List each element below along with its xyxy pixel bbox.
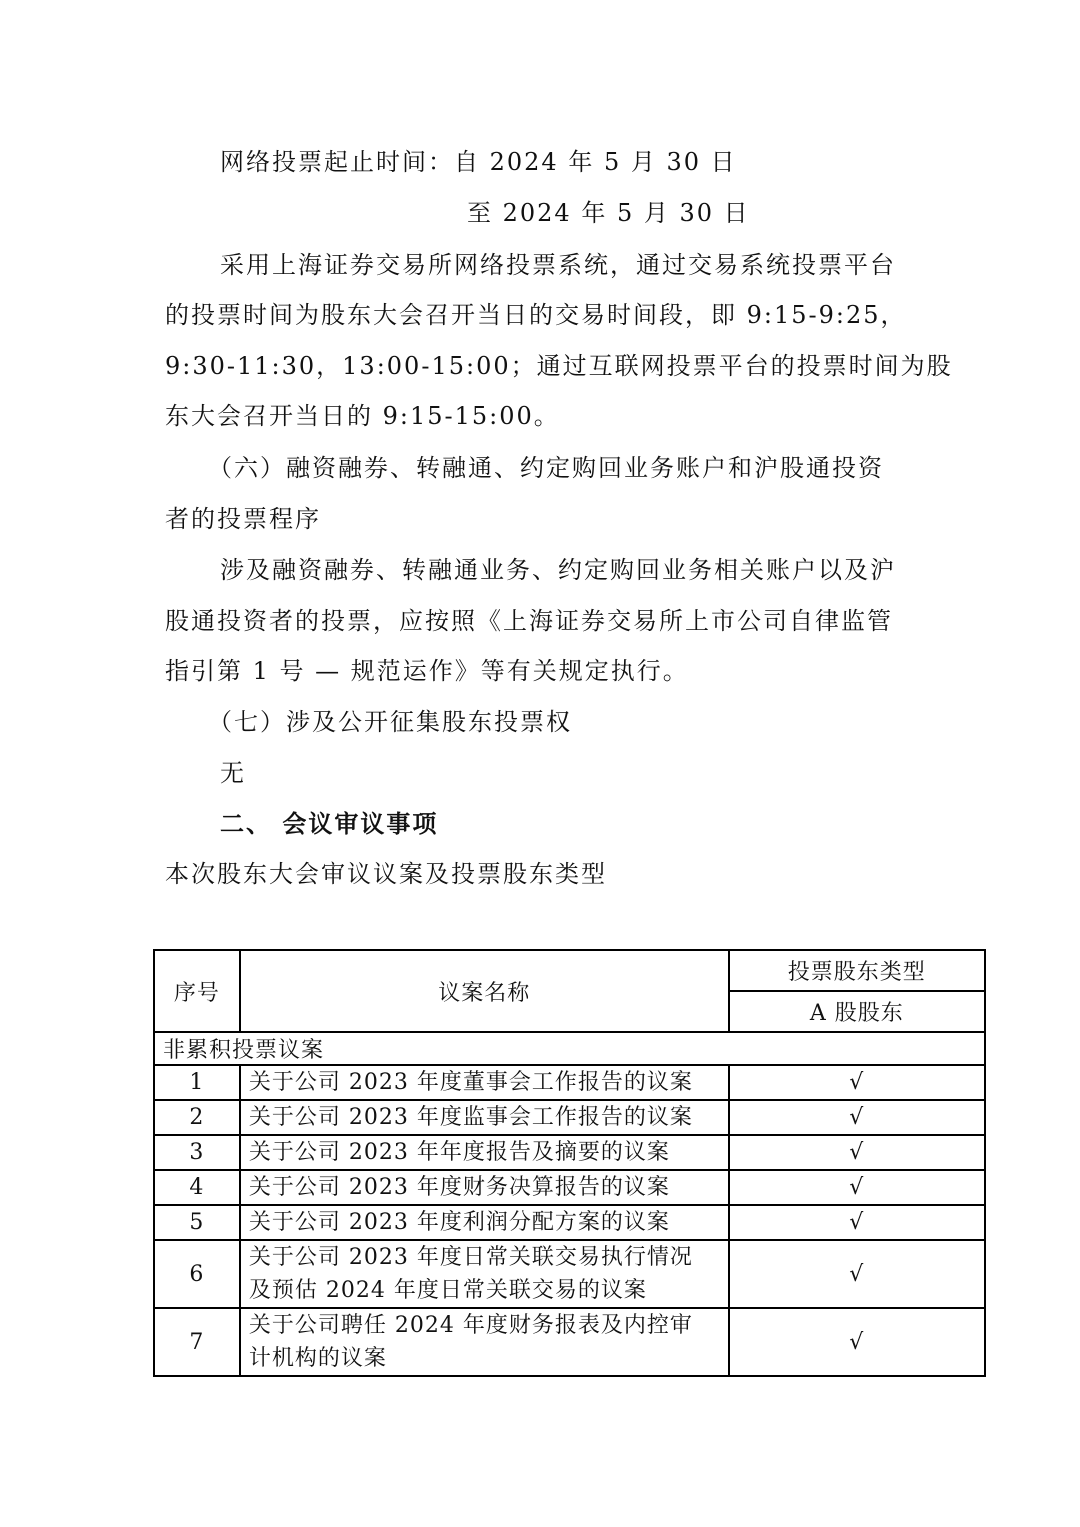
vote-time-line-1: 网络投票起止时间：自 2024 年 5 月 30 日 xyxy=(220,148,737,176)
table-row xyxy=(154,1170,985,1205)
row-name: 关于公司 2023 年年度报告及摘要的议案 xyxy=(240,1135,729,1170)
row-name xyxy=(240,1308,729,1376)
row-seq: 2 xyxy=(154,1100,240,1135)
table-row xyxy=(154,1308,985,1376)
group-label: 非累积投票议案 xyxy=(154,1032,985,1065)
row-seq: 1 xyxy=(154,1065,240,1100)
check-mark-icon: √ xyxy=(729,1240,985,1308)
row-seq: 4 xyxy=(154,1170,240,1205)
section-7-body: 无 xyxy=(220,759,246,787)
row-name: 关于公司 2023 年度监事会工作报告的议案 xyxy=(240,1100,729,1135)
row-name: 关于公司 2023 年度董事会工作报告的议案 xyxy=(240,1065,729,1100)
table-row xyxy=(154,1135,985,1170)
header-voter-type: 投票股东类型 xyxy=(729,950,985,991)
row-seq: 7 xyxy=(154,1308,240,1376)
section-6-body-line: 涉及融资融券、转融通业务、约定购回业务相关账户以及沪 xyxy=(220,556,896,584)
table-row xyxy=(154,1205,985,1240)
table-row xyxy=(154,1065,985,1100)
system-paragraph-line: 的投票时间为股东大会召开当日的交易时间段，即 9:15-9:25， xyxy=(165,301,907,329)
vote-time-line-2: 至 2024 年 5 月 30 日 xyxy=(467,199,750,227)
row-name: 关于公司 2023 年度利润分配方案的议案 xyxy=(240,1205,729,1240)
check-mark-icon: √ xyxy=(729,1100,985,1135)
system-paragraph-line: 9:30-11:30，13:00-15:00；通过互联网投票平台的投票时间为股 xyxy=(165,352,953,380)
motions-table xyxy=(153,949,986,1377)
check-mark-icon: √ xyxy=(729,1065,985,1100)
check-mark-icon: √ xyxy=(729,1170,985,1205)
row-name-line: 关于公司 2023 年度日常关联交易执行情况 xyxy=(248,1245,693,1270)
row-name-line: 及预估 2024 年度日常关联交易的议案 xyxy=(248,1278,647,1303)
check-mark-icon: √ xyxy=(729,1135,985,1170)
row-seq: 3 xyxy=(154,1135,240,1170)
row-name: 关于公司 2023 年度财务决算报告的议案 xyxy=(240,1170,729,1205)
header-seq: 序号 xyxy=(154,950,240,1032)
section-6-body-line: 股通投资者的投票，应按照《上海证券交易所上市公司自律监管 xyxy=(165,607,893,635)
table-caption: 本次股东大会审议议案及投票股东类型 xyxy=(165,860,607,888)
row-name-line: 计机构的议案 xyxy=(248,1346,387,1371)
check-mark-icon: √ xyxy=(729,1205,985,1240)
section-2-heading: 二、 会议审议事项 xyxy=(220,810,439,838)
system-paragraph-line: 东大会召开当日的 9:15-15:00。 xyxy=(165,402,560,430)
section-6-body-line: 指引第 1 号 — 规范运作》等有关规定执行。 xyxy=(165,657,689,685)
section-6-title-cont: 者的投票程序 xyxy=(165,505,321,533)
section-7-title: （七）涉及公开征集股东投票权 xyxy=(208,708,572,736)
header-name: 议案名称 xyxy=(240,950,729,1032)
header-a-share: A 股股东 xyxy=(729,991,985,1032)
row-name xyxy=(240,1240,729,1308)
system-paragraph-line: 采用上海证券交易所网络投票系统，通过交易系统投票平台 xyxy=(220,251,896,279)
row-seq: 6 xyxy=(154,1240,240,1308)
row-seq: 5 xyxy=(154,1205,240,1240)
table-row xyxy=(154,1100,985,1135)
section-6-title: （六）融资融券、转融通、约定购回业务账户和沪股通投资 xyxy=(208,454,884,482)
row-name-line: 关于公司聘任 2024 年度财务报表及内控审 xyxy=(248,1313,693,1338)
check-mark-icon: √ xyxy=(729,1308,985,1376)
table-row xyxy=(154,1240,985,1308)
